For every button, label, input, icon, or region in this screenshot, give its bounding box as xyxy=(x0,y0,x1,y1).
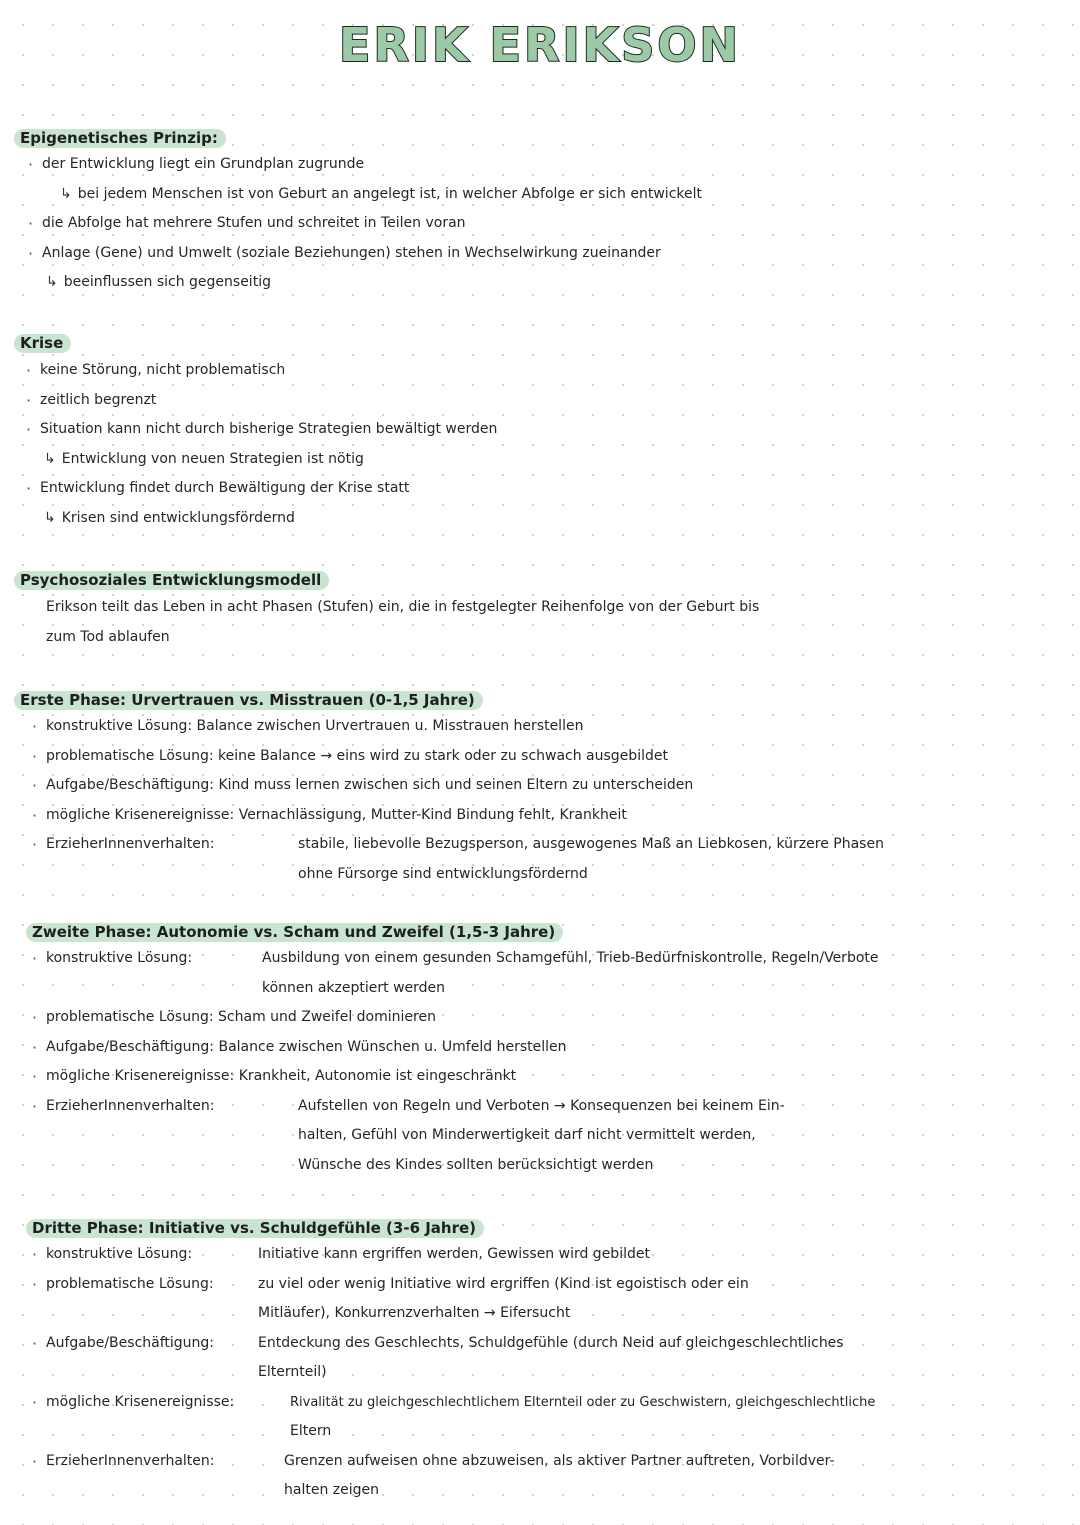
section-epigenetisch xyxy=(0,128,1080,298)
row-krisen xyxy=(46,1388,1080,1418)
label-aufgabe: Aufgabe/Beschäftigung: xyxy=(46,1038,215,1055)
title-area xyxy=(0,18,1080,72)
text-line: · zeitlich begrenzt xyxy=(40,386,1080,416)
value-konstruktiv: Ausbildung von einem gesunden Schamgefühl, Trieb-Bedürfniskontrolle, Regeln/Verbote xyxy=(262,950,879,966)
value-konstruktiv: Initiative kann ergriffen werden, Gewissen wird gebildet xyxy=(258,1246,650,1262)
label-konstruktiv: konstruktive Lösung: xyxy=(46,950,193,966)
text-line: zum Tod ablaufen xyxy=(46,628,170,645)
text-line: · Anlage (Gene) und Umwelt (soziale Beziehungen) stehen in Wechselwirkung zueinander xyxy=(42,239,1080,269)
value-konstruktiv: Balance zwischen Urvertrauen u. Misstrauen herstellen xyxy=(196,718,584,734)
value-problematisch: keine Balance → eins wird zu stark oder zu schwach ausgebildet xyxy=(218,747,668,764)
label-erzieher: ErzieherInnenverhalten: xyxy=(46,1097,215,1114)
arrow-icon: ↳ xyxy=(60,185,72,202)
arrow-icon: ↳ xyxy=(44,509,56,526)
label-problematisch: problematische Lösung: xyxy=(46,1275,214,1292)
section-modell xyxy=(0,570,1080,652)
label-konstruktiv: konstruktive Lösung: xyxy=(46,1246,193,1262)
row-aufgabe xyxy=(46,1033,1080,1063)
label-krisen: mögliche Krisenereignisse: xyxy=(46,1393,235,1410)
label-problematisch: problematische Lösung: xyxy=(46,747,214,764)
label-krisen: mögliche Krisenereignisse: xyxy=(46,806,235,823)
row-erzieher xyxy=(46,1092,1080,1122)
arrow-icon: ↳ xyxy=(44,450,56,467)
row-problematisch xyxy=(46,1270,1080,1300)
row-problematisch xyxy=(46,1003,1080,1033)
text-line: · die Abfolge hat mehrere Stufen und schreitet in Teilen voran xyxy=(42,209,1080,239)
row-problematisch xyxy=(46,742,1080,772)
value-erzieher: Aufstellen von Regeln und Verboten → Konsequenzen bei keinem Ein- xyxy=(298,1097,785,1114)
page-title: ERIK ERIKSON xyxy=(339,18,741,72)
row-krisen xyxy=(46,801,1080,831)
text-line: · der Entwicklung liegt ein Grundplan zugrunde xyxy=(42,150,1080,180)
text-line: Erikson teilt das Leben in acht Phasen (Stufen) ein, die in festgelegter Reihenfolge von der Geburt bis xyxy=(46,599,760,615)
label-erzieher: ErzieherInnenverhalten: xyxy=(46,836,215,852)
row-konstruktiv xyxy=(46,712,1080,742)
row-konstruktiv xyxy=(46,944,1080,974)
heading-phase-3: Dritte Phase: Initiative vs. Schuldgefühle (3-6 Jahre) xyxy=(26,1219,484,1238)
text-line xyxy=(46,268,1080,298)
value-aufgabe: Entdeckung des Geschlechts, Schuldgefühle (durch Neid auf gleichgeschlechtliches xyxy=(258,1334,844,1351)
heading-modell: Psychosoziales Entwicklungsmodell xyxy=(14,571,329,590)
label-aufgabe: Aufgabe/Beschäftigung: xyxy=(46,777,215,793)
section-phase-3 xyxy=(0,1218,1080,1506)
text-line: · Situation kann nicht durch bisherige Strategien bewältigt werden xyxy=(40,415,1080,445)
row-erzieher-cont: halten, Gefühl von Minderwertigkeit darf nicht vermittelt werden, xyxy=(298,1127,756,1143)
label-problematisch: problematische Lösung: xyxy=(46,1009,214,1025)
row-erzieher-cont: ohne Fürsorge sind entwicklungsfördernd xyxy=(298,865,588,882)
row-krisen xyxy=(46,1062,1080,1092)
value-krisen: Rivalität zu gleichgeschlechtlichem Elternteil oder zu Geschwistern, gleichgeschlechtliche xyxy=(290,1394,876,1410)
label-aufgabe: Aufgabe/Beschäftigung: xyxy=(46,1334,215,1351)
heading-epigenetisch: Epigenetisches Prinzip: xyxy=(14,129,226,148)
row-konstruktiv xyxy=(46,1240,1080,1270)
text-line xyxy=(44,504,1080,534)
value-erzieher: stabile, liebevolle Bezugsperson, ausgewogenes Maß an Liebkosen, kürzere Phasen xyxy=(298,836,884,852)
text-line: · Entwicklung findet durch Bewältigung der Krise statt xyxy=(40,474,1080,504)
row-erzieher xyxy=(46,1447,1080,1477)
text-line-content: Entwicklung von neuen Strategien ist nötig xyxy=(61,450,364,467)
text-line-content: Krisen sind entwicklungsfördernd xyxy=(61,509,295,526)
row-konstruktiv-cont: können akzeptiert werden xyxy=(262,979,446,996)
row-aufgabe xyxy=(46,1329,1080,1359)
label-erzieher: ErzieherInnenverhalten: xyxy=(46,1452,215,1469)
heading-phase-1: Erste Phase: Urvertrauen vs. Misstrauen (0-1,5 Jahre) xyxy=(14,691,483,710)
text-line xyxy=(44,445,1080,475)
arrow-icon: ↳ xyxy=(46,274,58,290)
row-aufgabe xyxy=(46,771,1080,801)
row-erzieher-cont: Wünsche des Kindes sollten berücksichtigt werden xyxy=(298,1156,654,1173)
label-krisen: mögliche Krisenereignisse: xyxy=(46,1068,235,1084)
row-krisen-cont: Eltern xyxy=(290,1423,332,1439)
text-line-content: beeinflussen sich gegenseitig xyxy=(63,274,271,290)
section-phase-1 xyxy=(0,690,1080,889)
heading-krise: Krise xyxy=(14,334,71,353)
text-line xyxy=(60,180,1080,210)
section-krise xyxy=(0,333,1080,533)
value-aufgabe: Kind muss lernen zwischen sich und seinen Eltern zu unterscheiden xyxy=(218,777,694,793)
value-aufgabe: Balance zwischen Wünschen u. Umfeld herstellen xyxy=(218,1038,567,1055)
value-krisen: Krankheit, Autonomie ist eingeschränkt xyxy=(238,1068,517,1084)
section-phase-2 xyxy=(0,922,1080,1180)
value-krisen: Vernachlässigung, Mutter-Kind Bindung fehlt, Krankheit xyxy=(238,806,627,823)
value-problematisch: Scham und Zweifel dominieren xyxy=(218,1009,436,1025)
row-problematisch-cont: Mitläufer), Konkurrenzverhalten → Eifersucht xyxy=(258,1305,571,1321)
value-problematisch: zu viel oder wenig Initiative wird ergriffen (Kind ist egoistisch oder ein xyxy=(258,1275,749,1292)
label-konstruktiv: konstruktive Lösung: xyxy=(46,718,193,734)
row-erzieher xyxy=(46,830,1080,860)
row-aufgabe-cont: Elternteil) xyxy=(258,1364,327,1380)
heading-phase-2: Zweite Phase: Autonomie vs. Scham und Zweifel (1,5-3 Jahre) xyxy=(26,923,563,942)
text-line-content: bei jedem Menschen ist von Geburt an angelegt ist, in welcher Abfolge er sich entwickelt xyxy=(77,185,702,202)
text-line: · keine Störung, nicht problematisch xyxy=(40,356,1080,386)
value-erzieher: Grenzen aufweisen ohne abzuweisen, als aktiver Partner auftreten, Vorbildver- xyxy=(284,1452,835,1469)
row-erzieher-cont: halten zeigen xyxy=(284,1482,379,1498)
